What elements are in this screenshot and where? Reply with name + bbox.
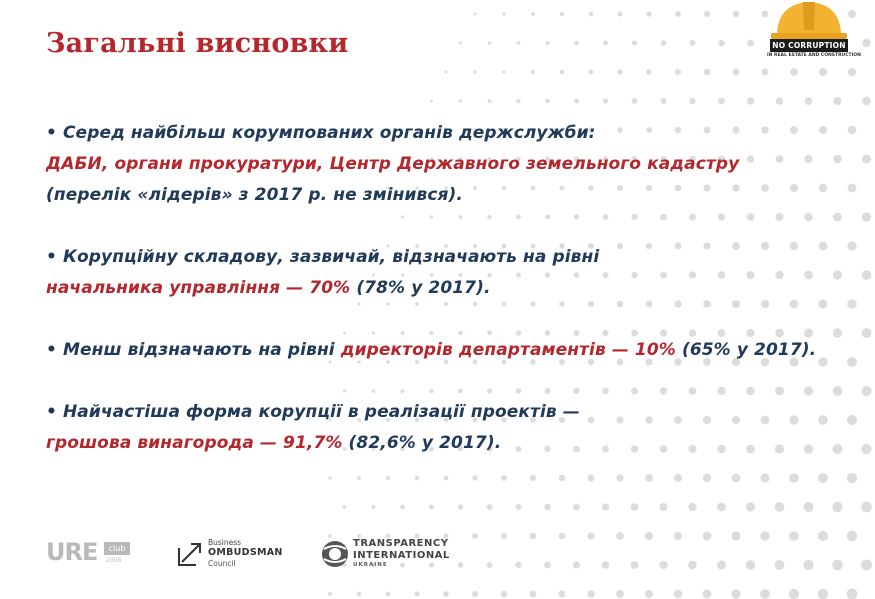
background-dot: [343, 505, 347, 509]
background-dot: [544, 562, 551, 569]
background-dot: [790, 68, 798, 76]
background-dot: [559, 533, 566, 540]
background-dot: [818, 531, 828, 541]
background-dot: [733, 69, 740, 76]
background-dot: [775, 560, 785, 570]
background-dot: [502, 12, 505, 15]
background-dot: [516, 99, 520, 103]
background-dot: [689, 98, 695, 104]
background-dot: [458, 504, 463, 509]
background-dot: [659, 561, 667, 569]
background-dot: [587, 590, 594, 597]
background-dot: [760, 589, 770, 599]
background-dot: [789, 589, 799, 599]
background-dot: [803, 560, 813, 570]
background-dot: [746, 502, 755, 511]
background-dot: [862, 97, 871, 106]
background-dot: [488, 41, 491, 44]
finding-4-line-2: [46, 428, 866, 459]
background-dot: [487, 562, 493, 568]
background-dot: [357, 592, 361, 596]
finding-1-line-3: (перелік «лідерів» з 2017 р. не змінився).: [46, 185, 463, 205]
background-dot: [718, 40, 724, 46]
background-dot: [861, 560, 872, 571]
background-dot: [847, 473, 857, 483]
background-dot: [674, 532, 682, 540]
background-dot: [444, 476, 449, 481]
background-dot: [847, 589, 858, 599]
background-dot: [848, 68, 856, 76]
background-dot: [776, 97, 784, 105]
ti-globe-icon: [320, 539, 350, 569]
background-dot: [645, 590, 653, 598]
ombudsman-line-3: Council: [208, 559, 236, 568]
finding-4-highlight: грошова винагорода — 91,7%: [46, 433, 343, 453]
background-dot: [386, 476, 390, 480]
background-dot: [761, 68, 768, 75]
background-dot: [675, 69, 681, 75]
finding-2-line-2: [46, 273, 866, 304]
finding-2-comparison: (78% у 2017).: [350, 278, 491, 298]
background-dot: [501, 591, 507, 597]
background-dot: [760, 531, 769, 540]
findings-list: [46, 118, 866, 459]
background-dot: [732, 474, 741, 483]
background-dot: [589, 12, 594, 17]
background-dot: [617, 69, 622, 74]
background-dot: [545, 99, 549, 103]
background-dot: [414, 591, 419, 596]
background-dot: [501, 475, 507, 481]
background-dot: [618, 12, 623, 17]
no-corruption-badge: [767, 0, 861, 64]
background-dot: [357, 476, 361, 480]
background-dot: [602, 503, 609, 510]
background-dot: [430, 100, 433, 103]
background-dot: [602, 561, 610, 569]
background-dot: [589, 70, 594, 75]
background-dot: [530, 533, 536, 539]
background-dot: [646, 69, 652, 75]
background-dot: [674, 590, 683, 599]
arrow-square-icon: [176, 540, 204, 568]
background-dot: [472, 475, 477, 480]
background-dot: [789, 473, 799, 483]
finding-1-line-2: ДАБИ, органи прокуратури, Центр Державного земельного кадастру: [46, 154, 740, 174]
background-dot: [560, 70, 565, 75]
background-dot: [703, 590, 712, 599]
background-dot: [733, 11, 740, 18]
background-dot: [328, 592, 332, 596]
background-dot: [819, 68, 827, 76]
finding-4-line-1: • Найчастіша форма корупції в реалізації проектів —: [46, 402, 580, 422]
ure-logo-year: 2008: [106, 557, 122, 564]
background-dot: [603, 41, 608, 46]
background-dot: [588, 475, 595, 482]
background-dot: [731, 531, 740, 540]
background-dot: [502, 70, 506, 74]
background-dot: [616, 590, 624, 598]
background-dot: [515, 504, 521, 510]
background-dot: [645, 474, 653, 482]
ti-line-2: INTERNATIONAL: [353, 550, 450, 561]
background-dot: [804, 502, 814, 512]
background-dot: [415, 476, 420, 481]
background-dot: [559, 475, 566, 482]
background-dot: [704, 11, 710, 17]
background-dot: [688, 503, 696, 511]
helmet-icon: [767, 0, 851, 40]
background-dot: [530, 475, 536, 481]
background-dot: [805, 97, 813, 105]
ure-logo-club: club: [104, 542, 130, 555]
background-dot: [473, 70, 476, 73]
background-dot: [703, 532, 712, 541]
background-dot: [703, 474, 711, 482]
background-dot: [560, 12, 564, 16]
background-dot: [573, 561, 580, 568]
background-dot: [587, 532, 594, 539]
background-dot: [386, 592, 391, 597]
background-dot: [573, 504, 580, 511]
background-dot: [517, 41, 521, 45]
background-dot: [545, 41, 549, 45]
background-dot: [689, 40, 695, 46]
background-dot: [531, 12, 535, 16]
background-dot: [444, 70, 447, 73]
ombudsman-line-1: Business: [208, 538, 242, 547]
background-dot: [472, 591, 478, 597]
finding-2-line-1: • Корупційну складову, зазвичай, відзначають на рівні: [46, 247, 600, 267]
business-ombudsman-logo: [176, 538, 286, 570]
background-dot: [731, 589, 740, 598]
ti-line-1: TRANSPARENCY: [353, 538, 449, 549]
finding-3-highlight: директорів департаментів — 10%: [340, 340, 676, 360]
background-dot: [574, 99, 579, 104]
background-dot: [818, 473, 828, 483]
background-dot: [862, 39, 870, 47]
ure-logo-mark: URE: [46, 538, 98, 566]
ure-club-logo: [46, 538, 134, 568]
background-dot: [530, 591, 537, 598]
background-dot: [747, 97, 754, 104]
background-dot: [674, 474, 682, 482]
background-dot: [371, 505, 375, 509]
finding-1-line-1: • Серед найбільш корумпованих органів держслужби:: [46, 123, 596, 143]
background-dot: [661, 98, 667, 104]
ti-line-3: UKRAINE: [353, 562, 388, 568]
background-dot: [429, 505, 434, 510]
background-dot: [558, 590, 565, 597]
finding-3-line-1: [46, 335, 866, 366]
background-dot: [775, 502, 785, 512]
finding-3-text: • Менш відзначають на рівні: [46, 340, 341, 360]
background-dot: [646, 11, 651, 16]
page-title: Загальні висновки: [46, 28, 349, 59]
finding-2-highlight: начальника управління — 70%: [46, 278, 351, 298]
background-dot: [717, 503, 726, 512]
background-dot: [616, 474, 623, 481]
background-dot: [718, 98, 725, 105]
badge-subtitle: IN REAL ESTATE AND CONSTRUCTION: [767, 53, 861, 58]
background-dot: [328, 476, 331, 479]
background-dot: [688, 561, 697, 570]
background-dot: [574, 41, 579, 46]
background-dot: [660, 503, 668, 511]
background-dot: [459, 99, 462, 102]
background-dot: [603, 98, 608, 103]
background-dot: [443, 591, 449, 597]
finding-3-comparison: (65% у 2017).: [675, 340, 817, 360]
background-dot: [645, 532, 653, 540]
background-dot: [818, 589, 829, 599]
background-dot: [487, 504, 493, 510]
background-dot: [616, 532, 624, 540]
finding-4-comparison: (82,6% у 2017).: [342, 433, 502, 453]
badge-label: NO CORRUPTION: [770, 39, 848, 52]
background-dot: [717, 560, 726, 569]
background-dot: [704, 69, 710, 75]
background-dot: [832, 560, 843, 571]
background-dot: [515, 562, 521, 568]
background-dot: [631, 561, 639, 569]
background-dot: [789, 531, 799, 541]
background-dot: [501, 533, 507, 539]
transparency-international-logo: [320, 537, 460, 571]
background-dot: [631, 503, 639, 511]
background-dot: [544, 504, 550, 510]
background-dot: [833, 97, 841, 105]
background-dot: [459, 41, 462, 44]
background-dot: [632, 40, 637, 45]
background-dot: [832, 502, 842, 512]
background-dot: [473, 12, 476, 15]
background-dot: [746, 560, 755, 569]
background-dot: [488, 99, 492, 103]
ombudsman-line-2: OMBUDSMAN: [208, 547, 283, 558]
background-dot: [400, 505, 405, 510]
background-dot: [632, 98, 638, 104]
background-dot: [847, 531, 858, 542]
background-dot: [747, 40, 754, 47]
background-dot: [861, 502, 872, 513]
background-dot: [675, 11, 681, 17]
background-dot: [531, 70, 535, 74]
background-dot: [472, 533, 478, 539]
background-dot: [661, 40, 667, 46]
background-dot: [760, 473, 769, 482]
